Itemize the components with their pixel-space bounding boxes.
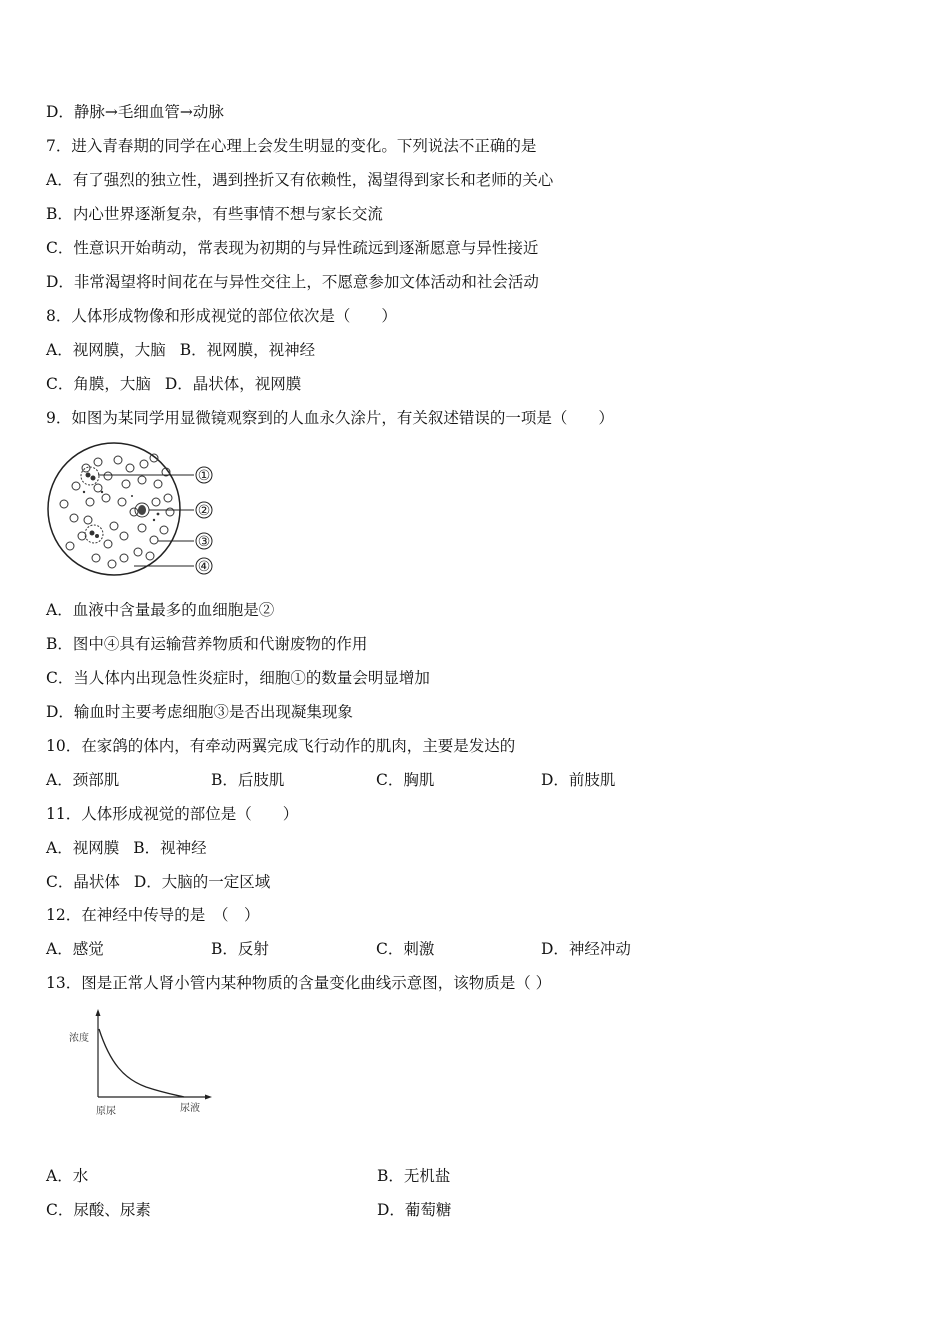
q8-option-d: D．晶状体，视网膜 <box>164 375 302 393</box>
concentration-curve-figure <box>66 1005 216 1125</box>
q12-option-c: C．刺激 <box>376 940 435 958</box>
q7-option-c: C．性意识开始萌动，常表现为初期的与异性疏远到逐渐愿意与异性接近 <box>46 239 539 257</box>
q11-option-b: B．视神经 <box>133 839 207 857</box>
q7-stem: 7．进入青春期的同学在心理上会发生明显的变化。下列说法不正确的是 <box>46 137 537 155</box>
q12-option-d: D．神经冲动 <box>541 940 631 958</box>
x-axis-end-label: 尿液 <box>180 1103 200 1114</box>
q10-option-b: B．后肢肌 <box>211 771 285 789</box>
q13-option-c: C．尿酸、尿素 <box>46 1201 151 1219</box>
figure-label-3: ③ <box>197 534 211 550</box>
q11-options-row1 <box>46 838 207 858</box>
q13-option-d: D．葡萄糖 <box>377 1201 452 1219</box>
q10-stem: 10．在家鸽的体内，有牵动两翼完成飞行动作的肌肉，主要是发达的 <box>46 737 516 755</box>
concentration-curve <box>99 1029 184 1097</box>
q10-option-a: A．颈部肌 <box>46 771 120 789</box>
q8-option-b: B．视网膜，视神经 <box>179 341 316 359</box>
q12-option-a: A．感觉 <box>46 940 104 958</box>
x-axis-arrow-icon <box>205 1095 212 1100</box>
microscope-field-circle <box>48 443 180 575</box>
y-axis-label: 浓度 <box>69 1033 89 1044</box>
q13-option-b: B．无机盐 <box>377 1167 451 1185</box>
q9-option-c: C．当人体内出现急性炎症时，细胞①的数量会明显增加 <box>46 669 430 687</box>
q8-options-row2 <box>46 374 301 394</box>
q11-option-c: C．晶状体 <box>46 873 120 891</box>
figure-label-4: ④ <box>197 559 211 575</box>
y-axis-arrow-icon <box>96 1009 101 1016</box>
blood-smear-figure <box>46 440 221 580</box>
q8-stem: 8．人体形成物像和形成视觉的部位依次是（ ） <box>46 307 397 325</box>
q11-options-row2 <box>46 872 270 892</box>
q12-option-b: B．反射 <box>211 940 269 958</box>
q10-option-c: C．胸肌 <box>376 771 435 789</box>
figure-label-2: ② <box>197 503 211 519</box>
figure-label-1: ① <box>197 468 211 484</box>
x-axis-start-label: 原尿 <box>96 1106 116 1117</box>
q7-option-b: B．内心世界逐渐复杂，有些事情不想与家长交流 <box>46 205 383 223</box>
q13-options-row2 <box>46 1200 708 1220</box>
q12-stem: 12．在神经中传导的是 （ ） <box>46 906 260 924</box>
q11-stem: 11．人体形成视觉的部位是（ ） <box>46 805 299 823</box>
q8-option-a: A．视网膜，大脑 <box>46 341 166 359</box>
q8-options-row1 <box>46 340 315 360</box>
q12-options <box>46 939 706 959</box>
q13-options-row1 <box>46 1166 708 1186</box>
q11-option-d: D．大脑的一定区域 <box>133 873 271 891</box>
q9-option-d: D．输血时主要考虑细胞③是否出现凝集现象 <box>46 703 353 721</box>
q11-option-a: A．视网膜 <box>46 839 120 857</box>
q6-option-d: D．静脉→毛细血管→动脉 <box>46 103 224 121</box>
q10-option-d: D．前肢肌 <box>541 771 616 789</box>
q7-option-d: D．非常渴望将时间花在与异性交往上，不愿意参加文体活动和社会活动 <box>46 273 539 291</box>
q8-option-c: C．角膜，大脑 <box>46 375 151 393</box>
q9-option-b: B．图中④具有运输营养物质和代谢废物的作用 <box>46 635 368 653</box>
q7-option-a: A．有了强烈的独立性，遇到挫折又有依赖性，渴望得到家长和老师的关心 <box>46 171 554 189</box>
q9-option-a: A．血液中含量最多的血细胞是② <box>46 601 275 619</box>
q13-stem: 13．图是正常人肾小管内某种物质的含量变化曲线示意图，该物质是（ ） <box>46 974 552 992</box>
q10-options <box>46 770 706 790</box>
q9-stem: 9．如图为某同学用显微镜观察到的人血永久涂片，有关叙述错误的一项是（ ） <box>46 409 614 427</box>
q13-option-a: A．水 <box>46 1167 89 1185</box>
